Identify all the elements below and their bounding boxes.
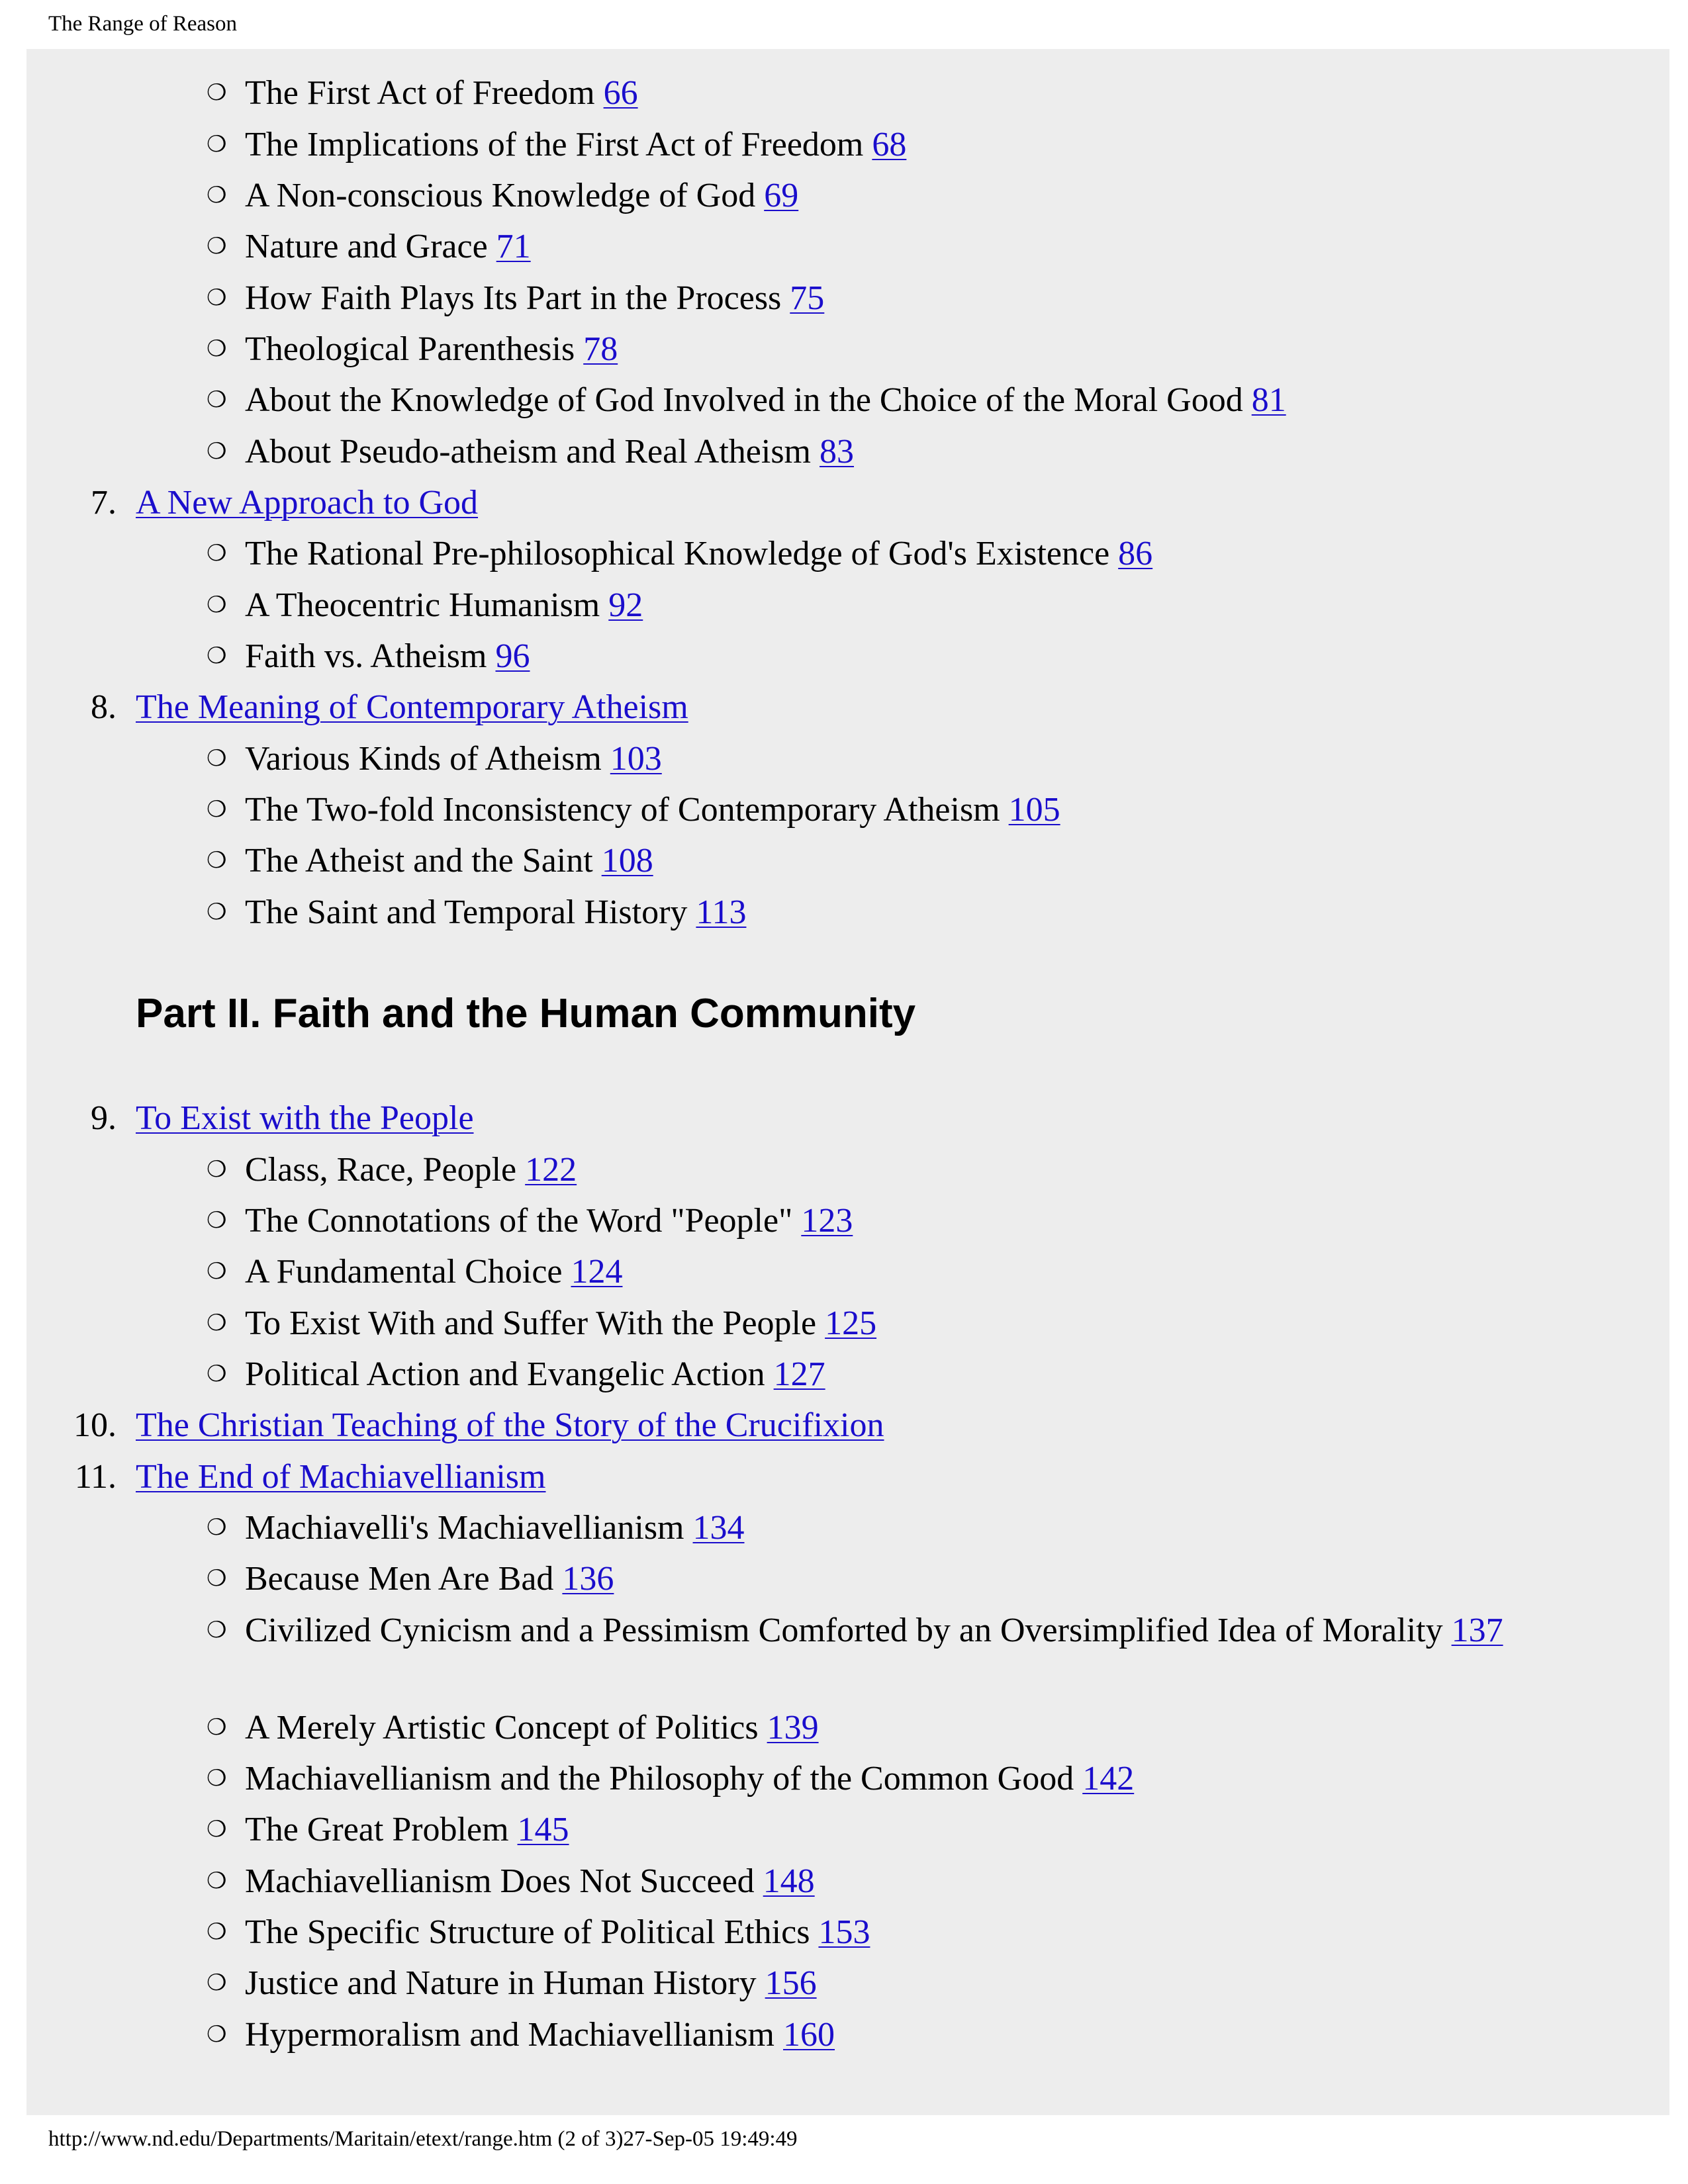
page-link[interactable]: 68 (872, 126, 907, 163)
page-link[interactable]: 127 (773, 1355, 825, 1393)
bullet-icon: ❍ (207, 1158, 227, 1182)
bullet-icon: ❍ (207, 593, 227, 617)
bullet-icon: ❍ (207, 1259, 227, 1284)
entry-title: A Non-conscious Knowledge of God (245, 177, 756, 214)
entry-title: Civilized Cynicism and a Pessimism Comforted by an Oversimplified Idea of Morality (245, 1612, 1443, 1649)
entry-title: About Pseudo-atheism and Real Atheism (245, 433, 812, 471)
entry-title: Political Action and Evangelic Action (245, 1355, 765, 1393)
page-link[interactable]: 96 (495, 637, 530, 675)
bullet-icon: ❍ (207, 439, 227, 464)
bullet-icon: ❍ (207, 1362, 227, 1387)
bullet-icon: ❍ (207, 900, 227, 925)
entry-title: The Saint and Temporal History (245, 893, 688, 931)
bullet-icon: ❍ (207, 183, 227, 208)
entry-title: Machiavellianism and the Philosophy of the Common Good (245, 1760, 1074, 1797)
bullet-icon: ❍ (207, 1618, 227, 1643)
entry-title: A Theocentric Humanism (245, 586, 600, 624)
page-link[interactable]: 103 (610, 740, 662, 778)
entry-title: The Atheist and the Saint (245, 842, 593, 880)
bullet-icon: ❍ (207, 541, 227, 566)
bullet-icon: ❍ (207, 234, 227, 259)
page-link[interactable]: 69 (764, 177, 799, 214)
chapter-link[interactable]: To Exist with the People (136, 1099, 474, 1137)
page-link[interactable]: 78 (583, 330, 618, 368)
entry-title: To Exist With and Suffer With the People (245, 1304, 817, 1342)
bullet-icon: ❍ (207, 286, 227, 310)
entry-title: Faith vs. Atheism (245, 637, 487, 675)
bullet-icon: ❍ (207, 1817, 227, 1842)
bullet-icon: ❍ (207, 1920, 227, 1944)
entry-title: Machiavelli's Machiavellianism (245, 1509, 684, 1547)
page-link[interactable]: 145 (517, 1811, 569, 1848)
page-link[interactable]: 137 (1451, 1612, 1503, 1649)
page-link[interactable]: 139 (767, 1709, 819, 1747)
page-link[interactable]: 134 (692, 1509, 745, 1547)
entry-title: The First Act of Freedom (245, 74, 595, 112)
page-link[interactable]: 153 (818, 1913, 870, 1951)
entry-title: The Two-fold Inconsistency of Contemporary Atheism (245, 791, 1000, 829)
entry-title: The Implications of the First Act of Freedom (245, 126, 864, 163)
page-link[interactable]: 66 (603, 74, 638, 112)
page-link[interactable]: 113 (696, 893, 747, 931)
page-link[interactable]: 83 (820, 433, 855, 471)
entry-title: The Connotations of the Word "People" (245, 1202, 793, 1240)
bullet-icon: ❍ (207, 1971, 227, 1995)
bullet-icon: ❍ (207, 81, 227, 105)
part-heading: Part II. Faith and the Human Community (136, 991, 916, 1036)
page-link[interactable]: 122 (525, 1151, 577, 1189)
entry-title: A Fundamental Choice (245, 1253, 563, 1291)
page-link[interactable]: 81 (1251, 381, 1286, 419)
page-link[interactable]: 148 (763, 1862, 815, 1900)
entry-title: Nature and Grace (245, 228, 488, 265)
page-link[interactable]: 75 (790, 279, 825, 317)
chapter-link[interactable]: A New Approach to God (136, 484, 479, 522)
page-link[interactable]: 123 (801, 1202, 853, 1240)
bullet-icon: ❍ (207, 747, 227, 771)
page-link[interactable]: 160 (783, 2016, 835, 2054)
entry-title: Because Men Are Bad (245, 1560, 554, 1598)
page-link[interactable]: 86 (1118, 535, 1153, 572)
page-link[interactable]: 156 (765, 1964, 817, 2002)
page-link[interactable]: 125 (825, 1304, 877, 1342)
chapter-number: 8. (91, 688, 117, 726)
page-link[interactable]: 136 (562, 1560, 614, 1598)
page-link[interactable]: 92 (608, 586, 643, 624)
page-footer: http://www.nd.edu/Departments/Maritain/etext/range.htm (2 of 3)27-Sep-05 19:49:49 (48, 2127, 798, 2151)
bullet-icon: ❍ (207, 1766, 227, 1791)
bullet-icon: ❍ (207, 1311, 227, 1336)
entry-title: Justice and Nature in Human History (245, 1964, 757, 2002)
chapter-link[interactable]: The End of Machiavellianism (136, 1458, 546, 1496)
page-link[interactable]: 105 (1008, 791, 1060, 829)
chapter-number: 7. (91, 484, 117, 522)
bullet-icon: ❍ (207, 848, 227, 873)
chapter-link[interactable]: The Christian Teaching of the Story of the Crucifixion (136, 1406, 884, 1444)
page-link[interactable]: 124 (571, 1253, 623, 1291)
bullet-icon: ❍ (207, 644, 227, 668)
chapter-number: 10. (73, 1406, 117, 1444)
entry-title: The Great Problem (245, 1811, 509, 1848)
chapter-number: 9. (91, 1099, 117, 1137)
entry-title: The Specific Structure of Political Ethics (245, 1913, 810, 1951)
page-link[interactable]: 142 (1082, 1760, 1135, 1797)
entry-title: Machiavellianism Does Not Succeed (245, 1862, 755, 1900)
bullet-icon: ❍ (207, 132, 227, 157)
bullet-icon: ❍ (207, 2023, 227, 2047)
entry-title: How Faith Plays Its Part in the Process (245, 279, 782, 317)
entry-title: Hypermoralism and Machiavellianism (245, 2016, 775, 2054)
page-header: The Range of Reason (48, 12, 237, 36)
entry-title: A Merely Artistic Concept of Politics (245, 1709, 759, 1747)
entry-title: The Rational Pre-philosophical Knowledge of God's Existence (245, 535, 1110, 572)
page-link[interactable]: 108 (601, 842, 653, 880)
entry-title: About the Knowledge of God Involved in the Choice of the Moral Good (245, 381, 1243, 419)
page-link[interactable]: 71 (496, 228, 531, 265)
bullet-icon: ❍ (207, 1869, 227, 1893)
bullet-icon: ❍ (207, 388, 227, 412)
content-panel (26, 49, 1669, 2115)
bullet-icon: ❍ (207, 1567, 227, 1591)
bullet-icon: ❍ (207, 1516, 227, 1540)
bullet-icon: ❍ (207, 1208, 227, 1233)
chapter-number: 11. (74, 1458, 117, 1496)
chapter-link[interactable]: The Meaning of Contemporary Atheism (136, 688, 688, 726)
bullet-icon: ❍ (207, 337, 227, 361)
entry-title: Class, Race, People (245, 1151, 517, 1189)
bullet-icon: ❍ (207, 1715, 227, 1740)
entry-title: Various Kinds of Atheism (245, 740, 602, 778)
entry-title: Theological Parenthesis (245, 330, 575, 368)
bullet-icon: ❍ (207, 797, 227, 822)
